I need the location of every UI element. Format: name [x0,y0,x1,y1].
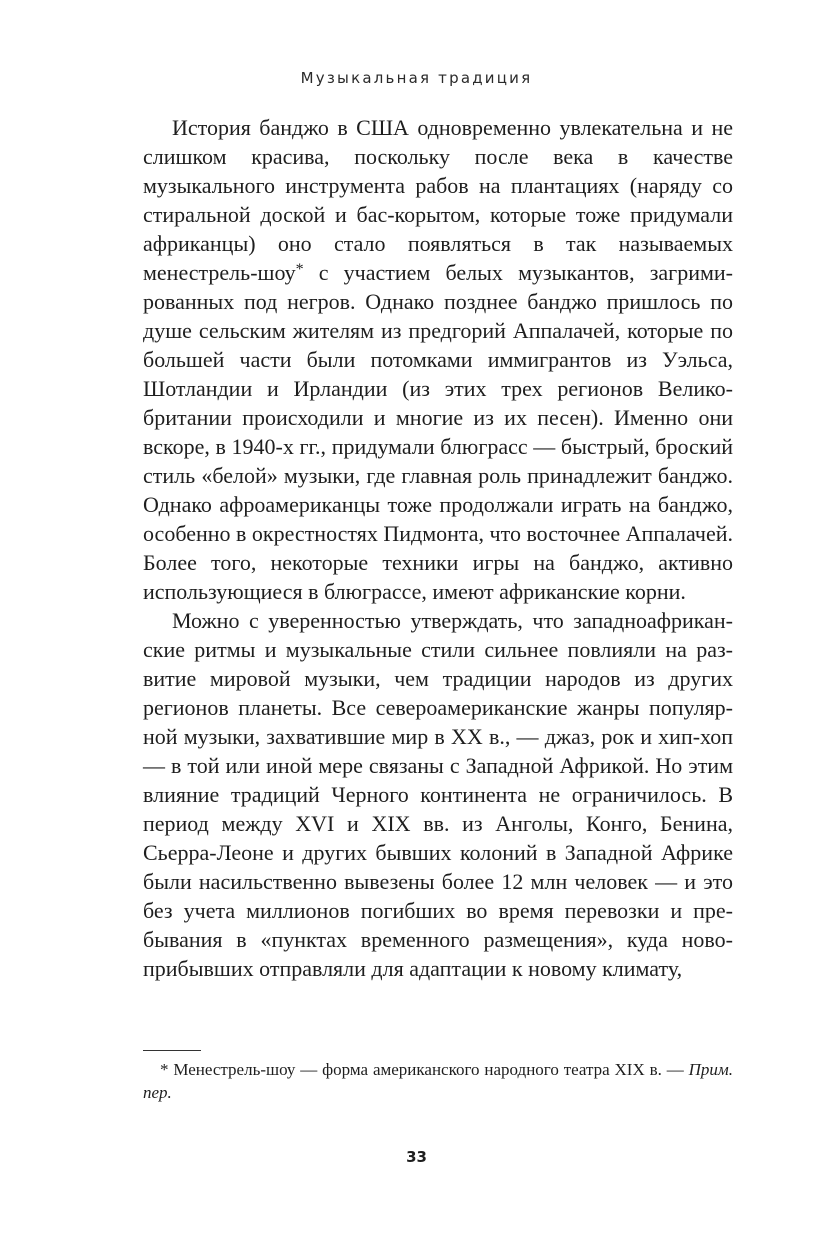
paragraph-1 [143,113,733,606]
footnote [143,1058,733,1104]
footnote-reference-mark: * [295,261,304,278]
page-number: 33 [406,1148,427,1166]
footnote-line [143,1058,733,1104]
paragraph-1-text-before-ref: История банджо в США одновременно увлекательна и не слишком красива, поскольку после века в качестве музыкального инструмента рабов на плантациях (наряду со стиральной доской и бас-корытом, которые тоже придумали африканцы) оно стало появляться в так называемых менестрель-шоу [143,115,733,285]
running-head: Музыкальная традиция [300,69,533,87]
translator-note-tag: Прим. пер. [143,1060,733,1102]
footnote-text: Менестрель-шоу — форма американского народного театра XIX в. — [168,1060,689,1079]
paragraph-2: Можно с уверенностью утверждать, что западноафриканские ритмы и музыкальные стили сильнее повлияли на развитие мировой музыки, чем традиции народов из других регионов планеты. Все североамериканские жанры популярной музыки, захватившие мир в XX в., — джаз, рок и хип-хоп — в той или иной мере связаны с Западной Африкой. Но этим влияние традиций Черного континента не ограничилось. В период между XVI и XIX вв. из Анголы, Конго, Бенина, Сьерра-Леоне и других бывших колоний в Западной Африке были насильственно вывезены более 12 млн человек — и это без учета миллионов погибших во время перевозки и пребывания в «пунктах временного размещения», куда новоприбывших отправляли для адаптации к новому климату, [143,608,733,981]
footnote-separator [143,1050,201,1051]
footnote-mark: * [160,1060,169,1079]
paragraph-1-text-after-ref: с участием белых музыкантов, загримированных под негров. Однако позднее банджо пришлось по душе сельским жителям из предгорий Аппалачей, которые по большей части были потомками иммигрантов из Уэльса, Шотландии и Ирландии (из этих трех регионов Великобритании происходили и многие из их песен). Именно они вскоре, в 1940-х гг., придумали блюграсс — быстрый, броский стиль «белой» музыки, где главная роль принадлежит банджо. Однако афроамериканцы тоже продолжали играть на банджо, особенно в окрестностях Пидмонта, что восточнее Аппалачей. Более того, некоторые техники игры на банджо, активно использующиеся в блюграссе, имеют африканские корни. [143,260,733,604]
body-text [143,113,733,983]
